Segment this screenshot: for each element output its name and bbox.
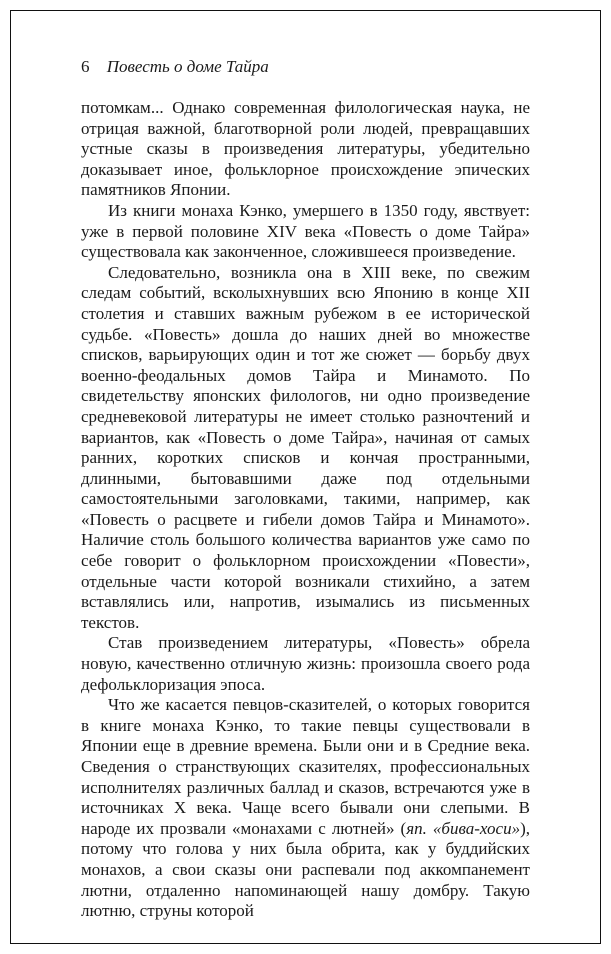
page-number: 6 (81, 57, 90, 76)
paragraph-italic-segment: яп. «бива-хоси» (406, 818, 521, 838)
paragraph-continuation: потомкам... Однако современная филологическая наука, не отрицая важной, благотворной роли людей, превращавших устные сказы в произведения литературы, убедительно доказывает иное, фольклорное происхождение эпических памятников Японии. (81, 98, 530, 200)
paragraph: Став произведением литературы, «Повесть» обрела новую, качественно отличную жизнь: произошла своего рода дефольклоризация эпоса. (81, 633, 530, 694)
paragraph-text-segment: Что же касается певцов-сказителей, о которых говорится в книге монаха Кэнко, то такие певцы существовали в Японии еще в древние времена. Были они и в Средние века. Сведения о странствующих сказителях, профессиональных исполнителях различных баллад и сказов, встречаются уже в источниках X века. Чаще всего бывали они слепыми. В народе их прозвали «монахами с лютней» ( (81, 695, 530, 838)
paragraph: Следовательно, возникла она в XIII веке, по свежим следам событий, всколыхнувших всю Японию в конце XII столетия и ставших важным рубежом в ее исторической судьбе. «Повесть» дошла до наших дней во множестве списков, варьирующих один и тот же сюжет — борьбу двух военно-феодальных домов Тайра и Минамото. По свидетельству японских филологов, ни одно произведение средневековой литературы не имеет столько разночтений и вариантов, как «Повесть о доме Тайра», начиная от самых ранних, коротких списков и кончая пространными, длинными, бытовавшими даже под отдельными самостоятельными заголовками, такими, например, как «Повесть о расцвете и гибели домов Тайра и Минамото». Наличие столь большого количества вариантов уже само по себе говорит о фольклорном происхождении «Повести», отдельные части которой возникали стихийно, а затем вставлялись или, напротив, изымались из письменных текстов. (81, 262, 530, 632)
page-border-frame (10, 10, 601, 944)
page-content (11, 11, 600, 922)
page-header (81, 57, 530, 77)
paragraph: Из книги монаха Кэнко, умершего в 1350 году, явствует: уже в первой половине XIV века «Повесть о доме Тайра» существовала как законченное, сложившееся произведение. (81, 200, 530, 262)
paragraph-text-segment: ), потому что голова у них была обрита, как у буддийских монахов, а свои сказы они распевали под аккомпанемент лютни, отдаленно напоминающей нашу домбру. Такую лютню, струны которой (81, 818, 530, 921)
body-text (81, 98, 530, 922)
paragraph (81, 695, 530, 922)
running-title: Повесть о доме Тайра (106, 57, 269, 76)
